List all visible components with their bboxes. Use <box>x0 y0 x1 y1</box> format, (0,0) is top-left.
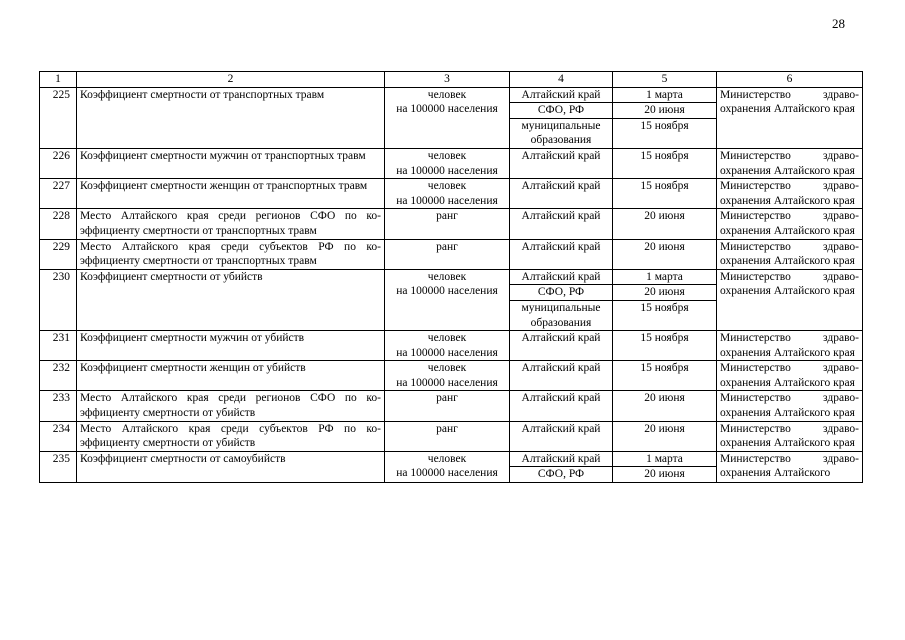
deadline-list <box>613 179 716 194</box>
level-list <box>510 452 612 482</box>
deadline-date: 20 июня <box>613 467 716 482</box>
level-name: Алтайский край <box>521 452 601 465</box>
level-cell <box>510 391 613 421</box>
deadline-date: 20 июня <box>644 210 685 223</box>
col-header-5: 5 <box>613 72 717 88</box>
unit-cell <box>385 269 510 330</box>
level-item <box>510 103 612 119</box>
table-row <box>40 87 863 148</box>
deadline-item <box>613 331 716 346</box>
deadline-item <box>613 149 716 164</box>
level-name: Алтайский край <box>521 422 601 435</box>
deadline-date: 15 ноября <box>640 332 689 345</box>
table-row <box>40 421 863 451</box>
level-item <box>510 209 612 224</box>
deadline-item <box>613 240 716 255</box>
deadline-cell <box>613 179 717 209</box>
table-row <box>40 148 863 178</box>
unit-cell <box>385 209 510 239</box>
unit-cell <box>385 421 510 451</box>
deadline-cell <box>613 421 717 451</box>
unit-line: человек <box>427 88 467 101</box>
unit-line: человек <box>427 332 467 345</box>
unit-line: на 100000 населения <box>396 285 498 298</box>
table-row <box>40 331 863 361</box>
responsible-org: Министерство здраво-охранения Алтайского края <box>717 209 863 239</box>
row-number: 235 <box>40 451 77 482</box>
col-header-3: 3 <box>385 72 510 88</box>
responsible-org: Министерство здраво-охранения Алтайского края <box>717 361 863 391</box>
deadline-item <box>613 103 716 119</box>
table-row <box>40 451 863 482</box>
level-name: Алтайский край <box>521 332 601 345</box>
col-header-1: 1 <box>40 72 77 88</box>
deadline-item <box>613 179 716 194</box>
indicator-name: Место Алтайского края среди регионов СФО по ко-эффициенту смертности от убийств <box>77 391 385 421</box>
deadline-list <box>613 270 716 330</box>
unit-cell <box>385 361 510 391</box>
unit-cell <box>385 87 510 148</box>
table-row <box>40 269 863 330</box>
level-list <box>510 179 612 194</box>
deadline-list <box>613 209 716 224</box>
level-cell <box>510 451 613 482</box>
indicator-name: Коэффициент смертности от транспортных травм <box>77 87 385 148</box>
level-item <box>510 467 612 482</box>
table-row <box>40 179 863 209</box>
deadline-item <box>613 270 716 285</box>
deadline-item <box>613 118 716 148</box>
indicator-name: Коэффициент смертности мужчин от транспортных травм <box>77 148 385 178</box>
level-name: Алтайский край <box>521 362 601 375</box>
level-name: СФО, РФ <box>510 285 612 301</box>
level-item <box>510 240 612 255</box>
deadline-list <box>613 452 716 482</box>
unit-line: человек <box>427 149 467 162</box>
level-name: Алтайский край <box>521 149 601 162</box>
responsible-org: Министерство здраво-охранения Алтайского края <box>717 179 863 209</box>
deadline-item <box>613 285 716 301</box>
deadline-date: 1 марта <box>646 452 683 465</box>
row-number: 230 <box>40 269 77 330</box>
page-number: 28 <box>832 16 845 31</box>
unit-cell <box>385 179 510 209</box>
deadline-item <box>613 361 716 376</box>
level-cell <box>510 209 613 239</box>
unit-cell <box>385 391 510 421</box>
level-list <box>510 149 612 164</box>
deadline-date: 1 марта <box>646 270 683 283</box>
responsible-org: Министерство здраво-охранения Алтайского края <box>717 148 863 178</box>
responsible-org: Министерство здраво-охранения Алтайского края <box>717 391 863 421</box>
level-cell <box>510 421 613 451</box>
level-name: муниципальные образования <box>510 118 612 148</box>
unit-line: на 100000 населения <box>396 164 498 177</box>
table-row <box>40 209 863 239</box>
unit-line: человек <box>427 362 467 375</box>
level-cell <box>510 269 613 330</box>
deadline-date: 15 ноября <box>640 362 689 375</box>
level-item <box>510 118 612 148</box>
unit-line: человек <box>427 180 467 193</box>
responsible-org: Министерство здраво-охранения Алтайского края <box>717 331 863 361</box>
deadline-cell <box>613 87 717 148</box>
unit-cell <box>385 451 510 482</box>
indicators-table <box>39 71 863 483</box>
level-name: муниципальные образования <box>510 300 612 330</box>
deadline-date: 15 ноября <box>640 180 689 193</box>
level-name: Алтайский край <box>521 180 601 193</box>
level-name: Алтайский край <box>521 392 601 405</box>
deadline-item <box>613 391 716 406</box>
unit-line: на 100000 населения <box>396 376 498 389</box>
level-item <box>510 88 612 103</box>
level-item <box>510 391 612 406</box>
unit-line: на 100000 населения <box>396 194 498 207</box>
deadline-date: 20 июня <box>644 422 685 435</box>
deadline-list <box>613 422 716 437</box>
unit-cell <box>385 148 510 178</box>
unit-line: ранг <box>436 210 458 223</box>
level-name: Алтайский край <box>521 88 601 101</box>
deadline-cell <box>613 331 717 361</box>
level-name: СФО, РФ <box>510 467 612 482</box>
deadline-list <box>613 149 716 164</box>
level-name: Алтайский край <box>521 240 601 253</box>
level-cell <box>510 179 613 209</box>
indicator-name: Место Алтайского края среди субъектов РФ по ко-эффициенту смертности от транспортных травм <box>77 239 385 269</box>
deadline-item <box>613 209 716 224</box>
row-number: 234 <box>40 421 77 451</box>
table-row <box>40 361 863 391</box>
responsible-org: Министерство здраво-охранения Алтайского края <box>717 87 863 148</box>
deadline-date: 20 июня <box>613 285 716 301</box>
level-name: СФО, РФ <box>510 103 612 119</box>
deadline-item <box>613 467 716 482</box>
row-number: 227 <box>40 179 77 209</box>
deadline-cell <box>613 239 717 269</box>
col-header-4: 4 <box>510 72 613 88</box>
deadline-list <box>613 391 716 406</box>
table-row <box>40 391 863 421</box>
indicator-name: Место Алтайского края среди субъектов РФ по ко-эффициенту смертности от убийств <box>77 421 385 451</box>
deadline-cell <box>613 148 717 178</box>
deadline-item <box>613 452 716 467</box>
unit-line: ранг <box>436 240 458 253</box>
level-item <box>510 149 612 164</box>
indicator-name: Место Алтайского края среди регионов СФО по ко-эффициенту смертности от транспортных травм <box>77 209 385 239</box>
level-cell <box>510 331 613 361</box>
level-list <box>510 209 612 224</box>
unit-line: человек <box>427 452 467 465</box>
deadline-date: 1 марта <box>646 88 683 101</box>
deadline-date: 20 июня <box>644 392 685 405</box>
table-row <box>40 239 863 269</box>
unit-line: на 100000 населения <box>396 103 498 116</box>
unit-line: ранг <box>436 392 458 405</box>
deadline-date: 15 ноября <box>613 300 716 330</box>
level-item <box>510 452 612 467</box>
level-item <box>510 361 612 376</box>
indicator-name: Коэффициент смертности женщин от транспортных травм <box>77 179 385 209</box>
level-item <box>510 179 612 194</box>
responsible-org: Министерство здраво-охранения Алтайского <box>717 451 863 482</box>
deadline-list <box>613 88 716 148</box>
row-number: 225 <box>40 87 77 148</box>
indicator-name: Коэффициент смертности женщин от убийств <box>77 361 385 391</box>
deadline-cell <box>613 269 717 330</box>
level-list <box>510 331 612 346</box>
row-number: 228 <box>40 209 77 239</box>
unit-cell <box>385 239 510 269</box>
level-item <box>510 300 612 330</box>
responsible-org: Министерство здраво-охранения Алтайского края <box>717 421 863 451</box>
indicator-name: Коэффициент смертности мужчин от убийств <box>77 331 385 361</box>
row-number: 226 <box>40 148 77 178</box>
unit-line: на 100000 населения <box>396 467 498 480</box>
level-name: Алтайский край <box>521 210 601 223</box>
level-cell <box>510 361 613 391</box>
deadline-date: 15 ноября <box>613 118 716 148</box>
level-cell <box>510 239 613 269</box>
unit-cell <box>385 331 510 361</box>
level-item <box>510 270 612 285</box>
deadline-list <box>613 331 716 346</box>
deadline-list <box>613 361 716 376</box>
indicator-name: Коэффициент смертности от самоубийств <box>77 451 385 482</box>
level-list <box>510 422 612 437</box>
deadline-date: 15 ноября <box>640 149 689 162</box>
unit-line: ранг <box>436 422 458 435</box>
unit-line: на 100000 населения <box>396 346 498 359</box>
level-list <box>510 270 612 330</box>
row-number: 231 <box>40 331 77 361</box>
level-cell <box>510 87 613 148</box>
header-row <box>40 72 863 88</box>
deadline-cell <box>613 209 717 239</box>
col-header-2: 2 <box>77 72 385 88</box>
deadline-cell <box>613 391 717 421</box>
level-cell <box>510 148 613 178</box>
indicator-name: Коэффициент смертности от убийств <box>77 269 385 330</box>
table-body <box>40 87 863 482</box>
col-header-6: 6 <box>717 72 863 88</box>
deadline-list <box>613 240 716 255</box>
level-item <box>510 285 612 301</box>
row-number: 232 <box>40 361 77 391</box>
level-list <box>510 240 612 255</box>
level-list <box>510 88 612 148</box>
deadline-cell <box>613 361 717 391</box>
deadline-item <box>613 88 716 103</box>
deadline-item <box>613 300 716 330</box>
deadline-date: 20 июня <box>644 240 685 253</box>
level-item <box>510 331 612 346</box>
row-number: 233 <box>40 391 77 421</box>
responsible-org: Министерство здраво-охранения Алтайского края <box>717 269 863 330</box>
deadline-item <box>613 422 716 437</box>
responsible-org: Министерство здраво-охранения Алтайского края <box>717 239 863 269</box>
deadline-cell <box>613 451 717 482</box>
row-number: 229 <box>40 239 77 269</box>
level-list <box>510 361 612 376</box>
level-item <box>510 422 612 437</box>
level-name: Алтайский край <box>521 270 601 283</box>
deadline-date: 20 июня <box>613 103 716 119</box>
level-list <box>510 391 612 406</box>
unit-line: человек <box>427 270 467 283</box>
